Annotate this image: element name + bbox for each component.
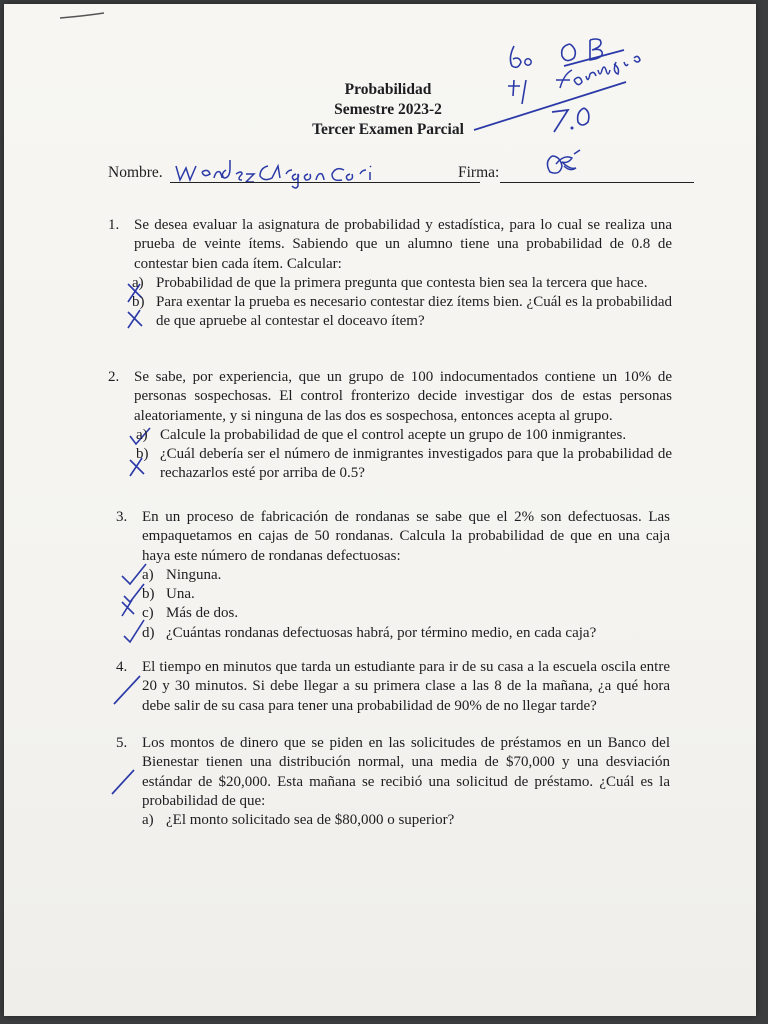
grade-letter-b [590, 39, 602, 60]
q3c-x-mark [122, 600, 134, 616]
item-text: ¿Cuántas rondanas defectuosas habrá, por término medio, en cada caja? [166, 624, 597, 641]
item-label: c) [142, 605, 154, 622]
name-label: Nombre. [108, 164, 163, 181]
stray-pencil-mark [60, 13, 104, 18]
name-word-cori [332, 166, 371, 180]
item-text: Más de dos. [166, 605, 239, 622]
q4-check-mark [114, 676, 140, 704]
signature-label: Firma: [458, 164, 500, 181]
item-text: ¿El monto solicitado sea de $80,000 o superior? [166, 812, 455, 829]
course-title: Probabilidad [344, 81, 432, 98]
item-text: Calcule la probabilidad de que el control acepte un grupo de 100 inmigrantes. [160, 426, 627, 443]
item-label: a) [132, 274, 144, 291]
exam-sheet [4, 4, 756, 1016]
question-text: El tiempo en minutos que tarda un estudiante para ir de su casa a la escuela oscila entre 20 y 30 minutos. Si debe llegar a su primera clase a las 8 de la mañana, ¿a qué hora debe salir de su casa para tener una probabilidad de 90% de no llegar tarde? [142, 659, 670, 714]
exam-title: Tercer Examen Parcial [312, 121, 464, 138]
semester-label: Semestre 2023-2 [334, 101, 442, 118]
exam-header [4, 80, 768, 140]
q3d-check-mark [124, 620, 144, 642]
grade-digit-6 [510, 46, 521, 67]
grade-digit-0 [525, 59, 531, 65]
question-item [142, 811, 670, 830]
question-item [142, 604, 670, 623]
question-item [142, 624, 670, 643]
q3b-check-mark [124, 584, 144, 602]
item-label: a) [142, 566, 154, 583]
item-label: a) [136, 426, 148, 443]
question-number: 3. [116, 509, 128, 525]
item-text: Ninguna. [166, 566, 222, 583]
question-1 [108, 216, 672, 332]
question-text: Se sabe, por experiencia, que un grupo de 100 indocumentados contiene un 10% de personas sospechosas. El control fronterizo decide investigar dos de estas personas aleatoriamente, y si ninguna de las dos es sospechosa, entonces acepta al grupo. [134, 369, 672, 424]
question-item [132, 274, 672, 293]
item-label: d) [142, 624, 155, 641]
question-item [142, 585, 670, 604]
name-word-aragon [260, 166, 324, 188]
item-label: b) [132, 294, 145, 311]
item-text: ¿Cuál debería ser el número de inmigrantes investigados para que la probabilidad de rechazarlos esté por arriba de 0.5? [160, 446, 672, 482]
signature-line [500, 182, 694, 183]
question-2 [108, 368, 672, 484]
question-item [132, 293, 672, 332]
question-text: Se desea evaluar la asignatura de probabilidad y estadística, para lo cual se realiza una prueba de veinte ítems. Sabiendo que un alumno tiene una probabilidad de 0.8 de contestar bien cada ítem. Calcular: [134, 217, 672, 272]
question-number: 2. [108, 369, 120, 385]
name-word-mendez [176, 160, 254, 182]
question-number: 4. [116, 659, 128, 675]
question-number: 5. [116, 735, 128, 751]
question-item [136, 426, 672, 445]
question-3 [116, 508, 670, 643]
question-4 [116, 658, 670, 716]
question-item [136, 445, 672, 484]
grade-underline [564, 50, 624, 66]
item-text: Una. [166, 586, 195, 603]
item-label: b) [142, 586, 155, 603]
grade-letter-o [562, 44, 576, 61]
question-text: Los montos de dinero que se piden en las solicitudes de préstamos en un Banco del Bienestar tienen una distribución normal, una media de $70,000 y una desviación estándar de $20,000. Esta mañana se recibió una solicitud de préstamo. ¿Cuál es la probabilidad de que: [142, 735, 670, 809]
name-line [170, 182, 480, 183]
item-text: Para exentar la prueba es necesario contestar diez ítems bien. ¿Cuál es la probabilidad de que apruebe al contestar el doceavo ítem? [156, 294, 672, 330]
question-item [142, 566, 670, 585]
q5-check-mark [112, 770, 134, 794]
question-5 [116, 734, 670, 830]
question-number: 1. [108, 217, 120, 233]
signature-scribble [547, 150, 580, 173]
item-text: Probabilidad de que la primera pregunta que contesta bien sea la tercera que hace. [156, 274, 648, 291]
item-label: a) [142, 812, 154, 829]
item-label: b) [136, 446, 149, 463]
question-text: En un proceso de fabricación de rondanas se sabe que el 2% son defectuosas. Las empaquetamos en cajas de 50 rondanas. Calcula la probabilidad de que en una caja haya este número de rondanas defectuosas: [142, 509, 670, 564]
